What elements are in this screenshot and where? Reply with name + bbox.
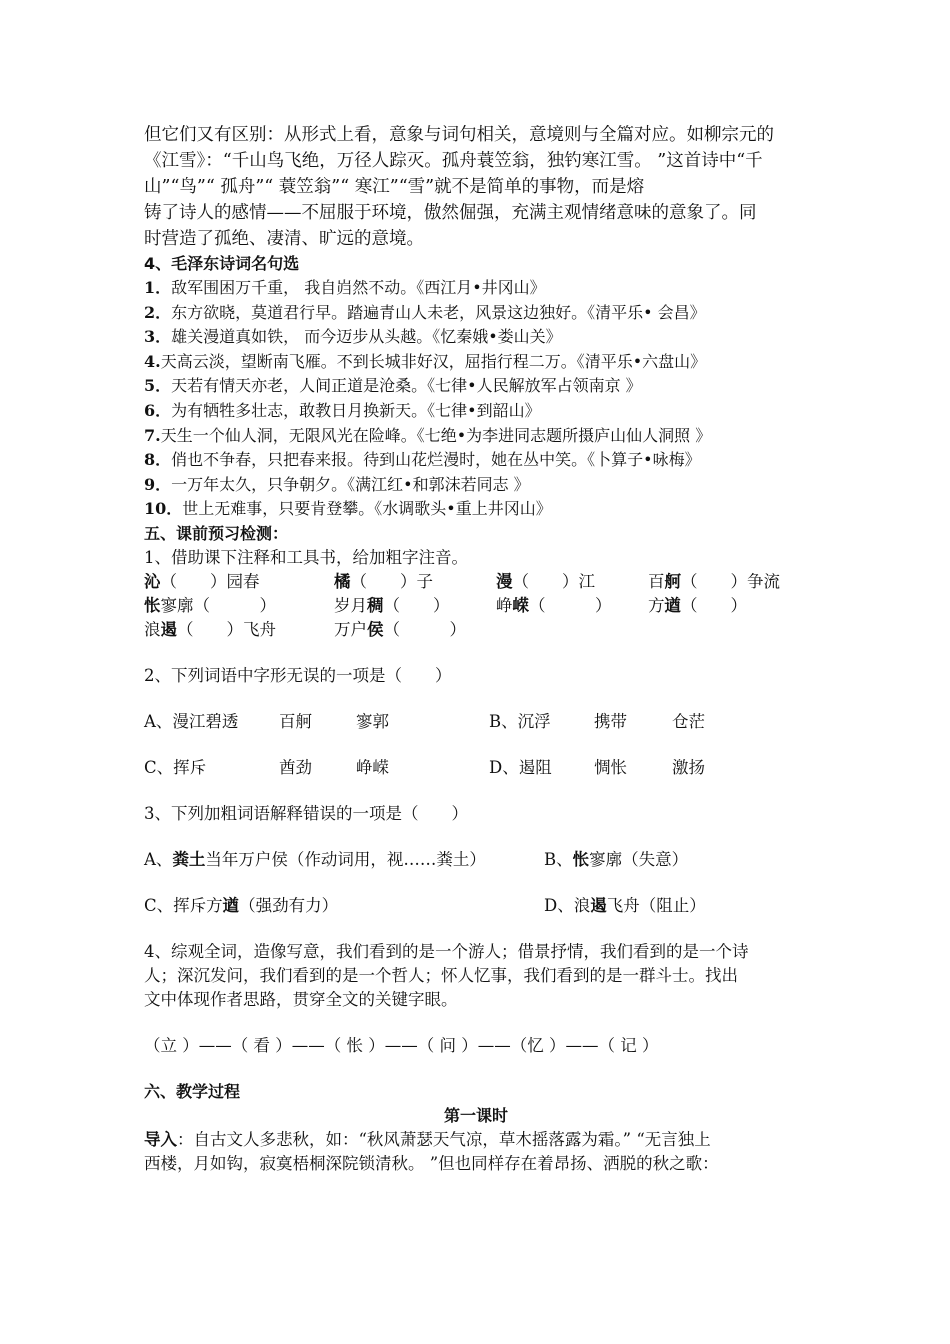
option-b: B、沉浮 — [489, 711, 551, 731]
q4-line: 文中体现作者思路，贯穿全文的关键字眼。 — [144, 989, 458, 1009]
quote-number: 4. — [144, 351, 161, 371]
lead-in-paragraph — [144, 1128, 808, 1176]
option-b: B、怅寥廓（失意） — [544, 849, 689, 869]
quote-list — [144, 276, 808, 522]
intro-line: 《江雪》：“千山鸟飞绝，万径人踪灭。孤舟蓑笠翁，独钓寒江雪。 ”这首诗中“千 — [144, 151, 763, 171]
option-a: A、粪土当年万户侯（作动词用，视……粪土） — [144, 849, 486, 869]
option-word: 惆怅 — [594, 757, 627, 777]
intro-line: 铸了诗人的感情——不屈服于环境，傲然倔强，充满主观情绪意味的意象了。同 — [144, 203, 757, 223]
section-5-heading: 五、课前预习检测： — [144, 523, 289, 543]
option-word: 激扬 — [672, 757, 705, 777]
pinyin-item: 怅寥廓（ ） — [144, 595, 276, 615]
quote-number: 3． — [144, 327, 172, 347]
intro-line: 时营造了孤绝、凄清、旷远的意境。 — [144, 229, 424, 249]
option-a: A、漫江碧透 — [144, 711, 239, 731]
keywords-answer: （立 ）——（ 看 ）——（ 怅 ）——（ 问 ）——（忆 ）——（ 记 ） — [144, 1035, 659, 1055]
pinyin-item: 漫（ ）江 — [496, 571, 595, 591]
lead-line: 西楼，月如钩，寂寞梧桐深院锁清秋。 ”但也同样存在着昂扬、洒脱的秋之歌： — [144, 1153, 719, 1173]
q2-option-row — [144, 710, 808, 734]
option-word: 百舸 — [279, 711, 312, 731]
lead-line: 导入：自古文人多悲秋，如：“秋风萧瑟天气凉，草木摇落露为霜。” “无言独上 — [144, 1129, 711, 1149]
quote-number: 2． — [144, 302, 172, 322]
option-word: 峥嵘 — [356, 757, 389, 777]
option-word: 寥郭 — [356, 711, 389, 731]
quote-text: 一万年太久，只争朝夕。《满江红•和郭沫若同志 》 — [171, 474, 530, 494]
pinyin-item: 橘（ ）子 — [334, 571, 433, 591]
section-4-heading: 4、毛泽东诗词名句选 — [144, 254, 300, 273]
quote-text: 东方欲晓，莫道君行早。踏遍青山人未老，风景这边独好。《清平乐• 会昌》 — [171, 302, 706, 322]
quote-number: 1． — [144, 278, 172, 297]
quote-text: 为有牺牲多壮志，敢教日月换新天。《七律•到韶山》 — [171, 400, 541, 420]
option-word: 仓茫 — [672, 711, 705, 731]
quote-item — [144, 374, 808, 399]
pinyin-item: 方遒（ ） — [648, 595, 747, 615]
lead-label: 导入 — [144, 1129, 177, 1149]
option-c: C、挥斥 — [144, 757, 207, 777]
quote-item — [144, 350, 808, 375]
pinyin-item: 百舸（ ）争流 — [648, 571, 780, 591]
q4-line: 4、综观全词，造像写意，我们看到的是一个游人；借景抒情，我们看到的是一个诗 — [144, 941, 749, 961]
quote-item — [144, 301, 808, 326]
question-3: 3、下列加粗词语解释错误的一项是（ ） — [144, 803, 468, 823]
quote-text: 敌军围困万千重， 我自岿然不动。《西江月•井冈山》 — [171, 278, 546, 297]
quote-number: 10． — [144, 499, 183, 519]
quote-item — [144, 399, 808, 424]
intro-line: 山”“鸟”“ 孤舟”“ 蓑笠翁”“ 寒江”“雪”就不是简单的事物，而是熔 — [144, 177, 645, 197]
quote-item — [144, 424, 808, 449]
quote-number: 7. — [144, 425, 161, 445]
pinyin-row — [144, 618, 808, 642]
option-word: 酋劲 — [279, 757, 312, 777]
lesson-title: 第一课时 — [443, 1105, 508, 1125]
pinyin-row — [144, 570, 808, 594]
q3-option-row — [144, 848, 808, 872]
pinyin-item: 峥嵘（ ） — [496, 595, 612, 615]
option-c: C、挥斥方遒（强劲有力） — [144, 895, 339, 915]
pinyin-row — [144, 594, 808, 618]
q4-line: 人；深沉发问，我们看到的是一个哲人；怀人忆事，我们看到的是一群斗士。找出 — [144, 965, 738, 985]
option-d: D、浪遏飞舟（阻止） — [544, 895, 706, 915]
quote-text: 天若有情天亦老，人间正道是沧桑。《七律•人民解放军占领南京 》 — [171, 376, 642, 396]
quote-text: 天生一个仙人洞，无限风光在险峰。《七绝•为李进同志题所摄庐山仙人洞照 》 — [160, 425, 712, 445]
quote-text: 世上无难事，只要肯登攀。《水调歌头•重上井冈山》 — [182, 499, 552, 519]
question-4 — [144, 940, 808, 1012]
pinyin-item: 沁（ ）园春 — [144, 571, 260, 591]
pinyin-item: 岁月稠（ ） — [334, 595, 450, 615]
pinyin-item: 浪遏（ ）飞舟 — [144, 619, 276, 639]
quote-item — [144, 276, 808, 301]
question-1: 1、借助课下注释和工具书，给加粗字注音。 — [144, 547, 468, 567]
q2-option-row — [144, 756, 808, 780]
question-2: 2、下列词语中字形无误的一项是（ ） — [144, 665, 452, 685]
quote-text: 俏也不争春，只把春来报。待到山花烂漫时，她在丛中笑。《卜算子•咏梅》 — [171, 450, 701, 470]
quote-item — [144, 325, 808, 350]
document-page — [144, 122, 808, 1176]
section-6-heading: 六、教学过程 — [144, 1081, 241, 1101]
option-word: 携带 — [594, 711, 627, 731]
quote-number: 9． — [144, 474, 172, 494]
quote-text: 雄关漫道真如铁， 而今迈步从头越。《忆秦娥•娄山关》 — [171, 327, 562, 347]
quote-text: 天高云淡，望断南飞雁。不到长城非好汉，屈指行程二万。《清平乐•六盘山》 — [160, 351, 707, 371]
quote-item — [144, 497, 808, 522]
option-d: D、遏阻 — [489, 757, 552, 777]
intro-paragraph — [144, 122, 808, 252]
quote-number: 5． — [144, 376, 172, 396]
q3-option-row — [144, 894, 808, 918]
quote-number: 8． — [144, 450, 172, 470]
intro-line: 但它们又有区别：从形式上看，意象与词句相关，意境则与全篇对应。如柳宗元的 — [144, 125, 774, 145]
quote-number: 6． — [144, 400, 172, 420]
quote-item — [144, 448, 808, 473]
pinyin-item: 万户侯（ ） — [334, 619, 466, 639]
quote-item — [144, 473, 808, 498]
